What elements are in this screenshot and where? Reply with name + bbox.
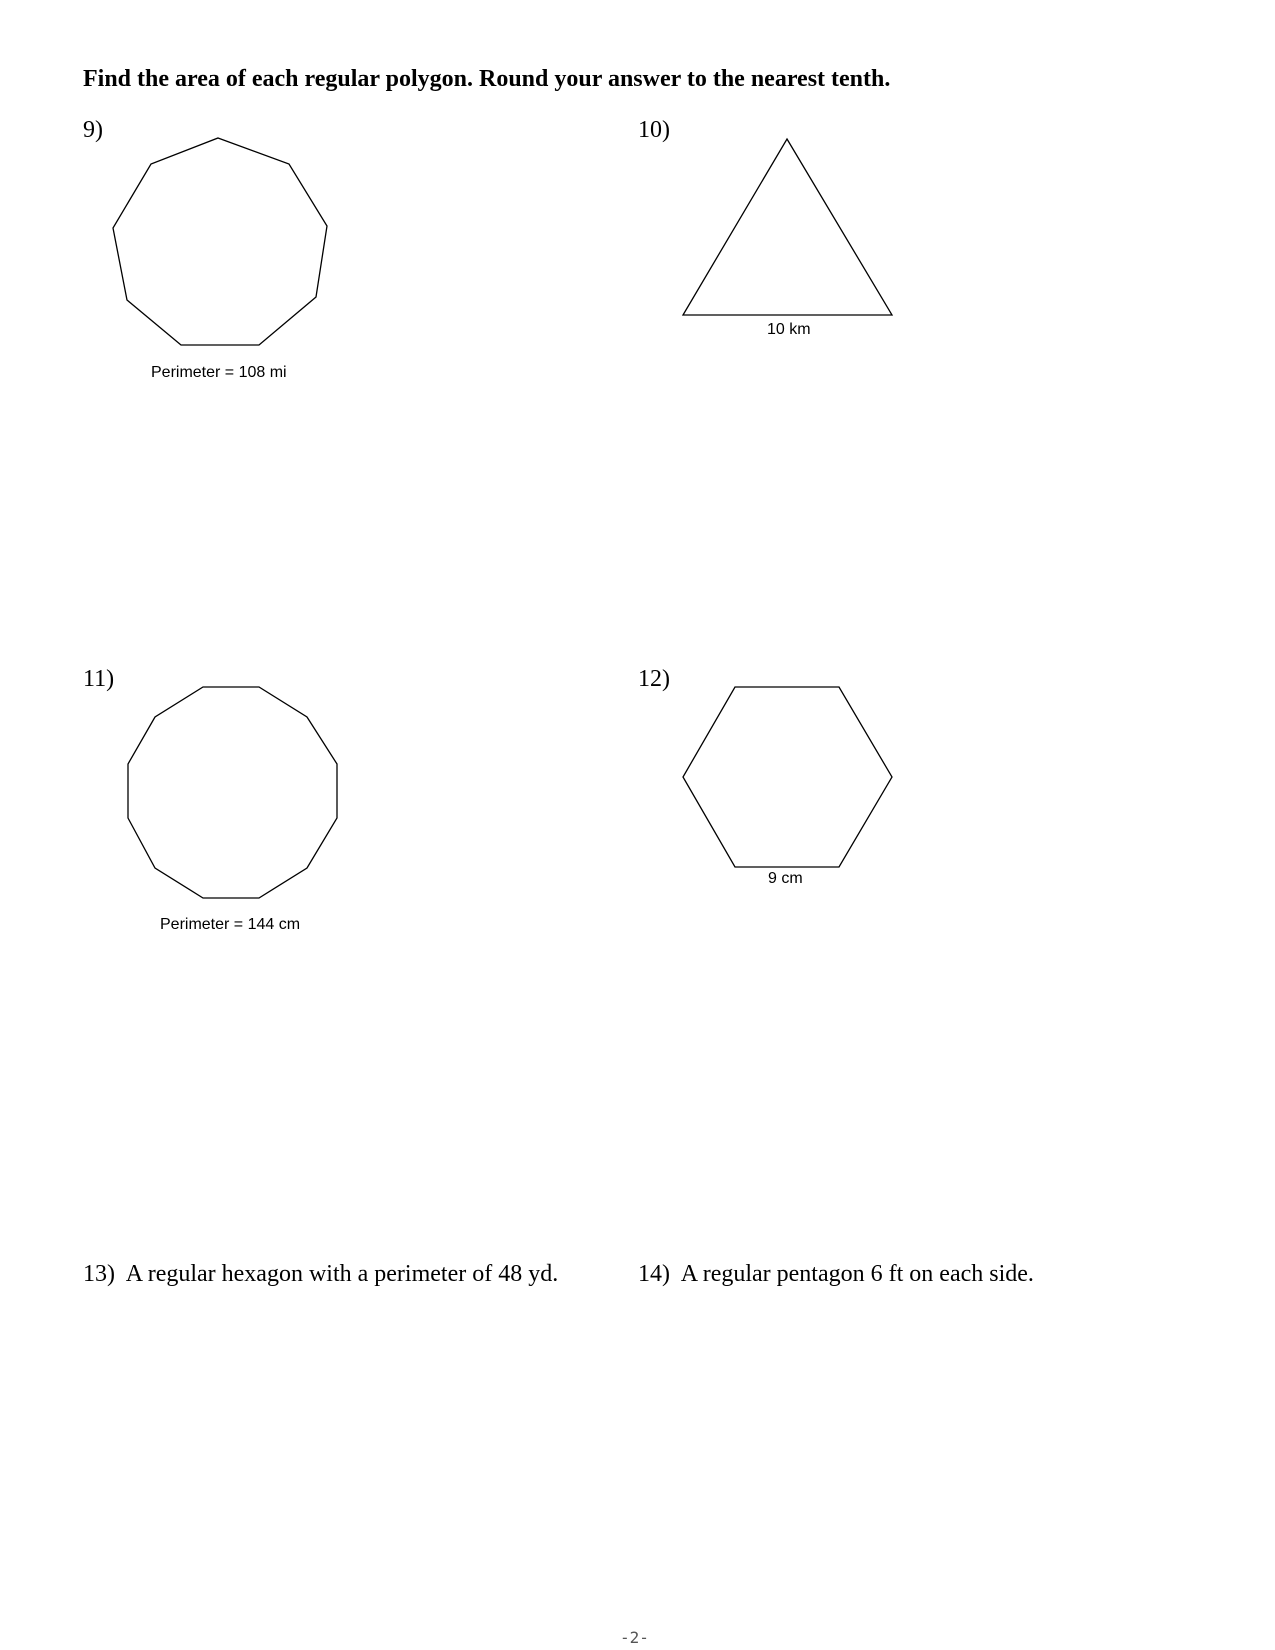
nonagon-shape: [113, 138, 327, 345]
problem-13-number: 13): [83, 1261, 115, 1287]
problem-10-label: 10 km: [767, 321, 811, 338]
problem-14-text: A regular pentagon 6 ft on each side.: [680, 1261, 1034, 1287]
problem-12-number: 12): [638, 666, 670, 692]
problem-9-number: 9): [83, 117, 103, 143]
triangle-shape: [683, 139, 892, 315]
decagon-figure: [120, 680, 340, 900]
decagon-shape: [128, 687, 337, 898]
nonagon-figure: [105, 130, 325, 350]
triangle-figure: [680, 130, 900, 330]
problem-10-number: 10): [638, 117, 670, 143]
problem-14-number: 14): [638, 1261, 670, 1287]
problem-13: [83, 1261, 558, 1288]
hexagon-figure: [680, 680, 900, 880]
problem-9-label: Perimeter = 108 mi: [151, 364, 287, 381]
problem-14: [638, 1261, 1034, 1288]
problem-13-text: A regular hexagon with a perimeter of 48 yd.: [125, 1261, 559, 1287]
hexagon-shape: [683, 687, 892, 867]
instructions: Find the area of each regular polygon. Round your answer to the nearest tenth.: [83, 66, 891, 92]
problem-11-number: 11): [83, 666, 115, 692]
problem-11-label: Perimeter = 144 cm: [160, 916, 301, 933]
page-number: -2-: [620, 1628, 649, 1647]
problem-12-label: 9 cm: [768, 870, 803, 887]
